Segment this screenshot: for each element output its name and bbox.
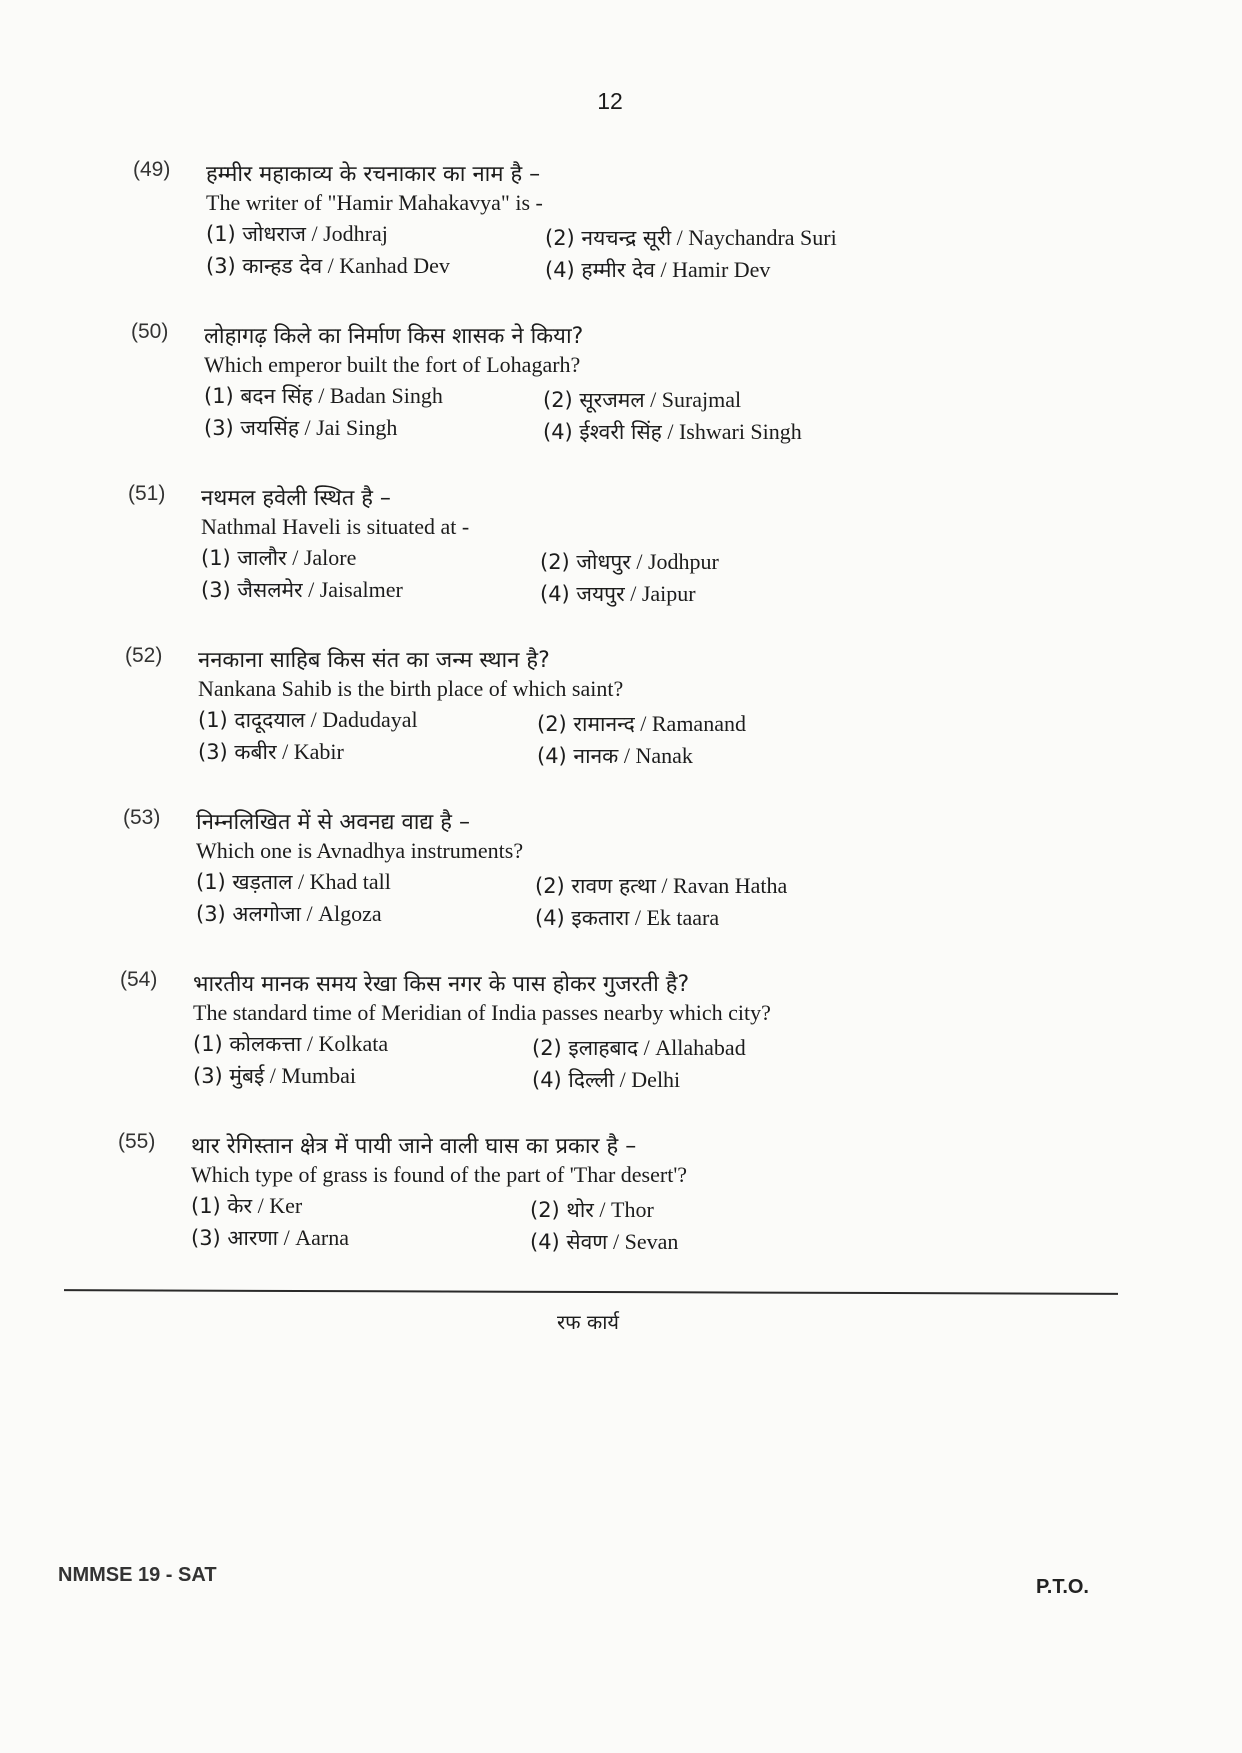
question-51 — [128, 482, 1028, 622]
question-text-hindi: थार रेगिस्तान क्षेत्र में पायी जाने वाली घास का प्रकार है – — [191, 1134, 637, 1159]
question-number: (49) — [133, 158, 171, 181]
question-text-english: The standard time of Meridian of India passes nearby which city? — [193, 1000, 771, 1025]
question-52 — [125, 644, 1025, 784]
option-english: Kanhad Dev — [339, 253, 450, 278]
option-4: (4) जयपुर / Jaipur — [540, 581, 696, 606]
option-english: Ek taara — [646, 905, 720, 930]
option-hindi: (2) रावण हत्था — [535, 874, 656, 898]
question-text-hindi: निम्नलिखित में से अवनद्य वाद्य है – — [196, 810, 470, 835]
question-number: (54) — [120, 968, 158, 991]
option-english: Thor — [611, 1197, 654, 1222]
option-english: Ravan Hatha — [673, 873, 788, 898]
option-hindi: (4) सेवण — [530, 1230, 608, 1254]
option-2: (2) जोधपुर / Jodhpur — [540, 549, 719, 574]
option-hindi: (4) दिल्ली — [532, 1068, 615, 1092]
option-english: Khad tall — [309, 869, 391, 894]
option-english: Jaipur — [641, 581, 696, 606]
option-english: Kolkata — [318, 1031, 389, 1056]
question-text-english: Which one is Avnadhya instruments? — [196, 838, 524, 863]
option-hindi: (3) जयसिंह — [204, 416, 299, 440]
option-english: Badan Singh — [329, 383, 443, 408]
question-text-hindi: भारतीय मानक समय रेखा किस नगर के पास होकर गुजरती है? — [193, 972, 690, 997]
option-hindi: (4) हम्मीर देव — [545, 258, 655, 282]
option-hindi: (3) अलगोजा — [196, 902, 301, 926]
option-english: Jodhpur — [648, 549, 719, 574]
option-2: (2) थोर / Thor — [530, 1197, 654, 1222]
option-english: Ramanand — [651, 711, 746, 736]
option-english: Aarna — [295, 1225, 349, 1250]
option-english: Jalore — [303, 545, 357, 570]
option-hindi: (4) इकतारा — [535, 906, 630, 930]
question-text-hindi: नथमल हवेली स्थित है – — [201, 486, 391, 511]
option-hindi: (1) दादूदयाल — [198, 708, 306, 732]
option-3: (3) जयसिंह / Jai Singh — [204, 415, 398, 440]
question-text-hindi: ननकाना साहिब किस संत का जन्म स्थान है? — [198, 648, 550, 673]
option-english: Kabir — [293, 739, 344, 764]
option-hindi: (2) इलाहबाद — [532, 1036, 639, 1060]
option-english: Jodhraj — [323, 221, 388, 246]
option-english: Hamir Dev — [672, 257, 771, 282]
option-hindi: (4) नानक — [537, 744, 619, 768]
divider-line — [64, 1289, 1118, 1295]
option-english: Algoza — [318, 901, 382, 926]
option-3: (3) जैसलमेर / Jaisalmer — [201, 577, 403, 602]
option-1: (1) दादूदयाल / Dadudayal — [198, 707, 418, 732]
question-text-english: Nathmal Haveli is situated at - — [201, 514, 470, 539]
rough-work-label: रफ कार्य — [556, 1310, 620, 1334]
option-english: Ker — [269, 1193, 303, 1218]
option-hindi: (3) मुंबई — [193, 1064, 265, 1088]
option-1: (1) कोलकत्ता / Kolkata — [193, 1031, 389, 1056]
option-4: (4) दिल्ली / Delhi — [532, 1067, 681, 1092]
question-53 — [123, 806, 1023, 946]
question-number: (52) — [125, 644, 163, 667]
question-number: (50) — [131, 320, 169, 343]
option-hindi: (1) जोधराज — [206, 222, 306, 246]
question-55 — [118, 1130, 1018, 1270]
option-english: Delhi — [631, 1067, 681, 1092]
option-2: (2) सूरजमल / Surajmal — [543, 387, 742, 412]
option-english: Nanak — [635, 743, 693, 768]
question-number: (53) — [123, 806, 161, 829]
option-hindi: (3) जैसलमेर — [201, 578, 303, 602]
option-english: Jaisalmer — [319, 577, 403, 602]
question-50 — [131, 320, 1031, 460]
option-english: Jai Singh — [316, 415, 398, 440]
option-hindi: (2) जोधपुर — [540, 550, 631, 574]
option-4: (4) नानक / Nanak — [537, 743, 693, 768]
pto-label: P.T.O. — [1036, 1576, 1089, 1598]
option-english: Dadudayal — [322, 707, 418, 732]
option-hindi: (3) आरणा — [191, 1226, 279, 1250]
option-hindi: (4) ईश्वरी सिंह — [543, 420, 662, 444]
question-text-hindi: लोहागढ़ किले का निर्माण किस शासक ने किया? — [204, 324, 584, 349]
exam-code: NMMSE 19 - SAT — [58, 1564, 217, 1586]
option-hindi: (1) केर — [191, 1194, 253, 1218]
option-hindi: (1) कोलकत्ता — [193, 1032, 302, 1056]
option-english: Mumbai — [281, 1063, 356, 1088]
option-hindi: (1) बदन सिंह — [204, 384, 313, 408]
option-hindi: (2) रामानन्द — [537, 712, 635, 736]
option-4: (4) सेवण / Sevan — [530, 1229, 679, 1254]
option-hindi: (3) कान्हड देव — [206, 254, 323, 278]
option-3: (3) आरणा / Aarna — [191, 1225, 349, 1250]
option-english: Ishwari Singh — [678, 419, 802, 444]
option-3: (3) अलगोजा / Algoza — [196, 901, 382, 926]
option-1: (1) जालौर / Jalore — [201, 545, 357, 570]
option-3: (3) मुंबई / Mumbai — [193, 1063, 356, 1088]
option-1: (1) खड़ताल / Khad tall — [196, 869, 391, 894]
option-english: Naychandra Suri — [688, 225, 837, 250]
option-1: (1) बदन सिंह / Badan Singh — [204, 383, 443, 408]
option-hindi: (1) खड़ताल — [196, 870, 293, 894]
option-2: (2) नयचन्द्र सूरी / Naychandra Suri — [545, 225, 837, 250]
question-text-english: The writer of "Hamir Mahakavya" is - — [206, 190, 543, 215]
question-number: (55) — [118, 1130, 156, 1153]
question-text-english: Nankana Sahib is the birth place of which saint? — [198, 676, 624, 701]
option-hindi: (1) जालौर — [201, 546, 287, 570]
option-4: (4) हम्मीर देव / Hamir Dev — [545, 257, 771, 282]
question-text-english: Which emperor built the fort of Lohagarh? — [204, 352, 581, 377]
question-text-english: Which type of grass is found of the part of 'Thar desert'? — [191, 1162, 688, 1187]
option-3: (3) कान्हड देव / Kanhad Dev — [206, 253, 450, 278]
option-hindi: (2) नयचन्द्र सूरी — [545, 226, 672, 250]
option-4: (4) इकतारा / Ek taara — [535, 905, 720, 930]
option-2: (2) इलाहबाद / Allahabad — [532, 1035, 746, 1060]
question-number: (51) — [128, 482, 166, 505]
option-hindi: (2) थोर — [530, 1198, 594, 1222]
question-54 — [120, 968, 1020, 1108]
option-hindi: (3) कबीर — [198, 740, 277, 764]
page-number: 12 — [597, 88, 623, 114]
option-4: (4) ईश्वरी सिंह / Ishwari Singh — [543, 419, 802, 444]
option-1: (1) जोधराज / Jodhraj — [206, 221, 388, 246]
option-english: Allahabad — [655, 1035, 746, 1060]
option-1: (1) केर / Ker — [191, 1193, 303, 1218]
question-49 — [133, 158, 1033, 298]
question-text-hindi: हम्मीर महाकाव्य के रचनाकार का नाम है – — [206, 162, 541, 187]
option-hindi: (4) जयपुर — [540, 582, 625, 606]
option-2: (2) रावण हत्था / Ravan Hatha — [535, 873, 788, 898]
option-hindi: (2) सूरजमल — [543, 388, 645, 412]
option-3: (3) कबीर / Kabir — [198, 739, 344, 764]
option-2: (2) रामानन्द / Ramanand — [537, 711, 746, 736]
option-english: Sevan — [624, 1229, 679, 1254]
option-english: Surajmal — [661, 387, 742, 412]
